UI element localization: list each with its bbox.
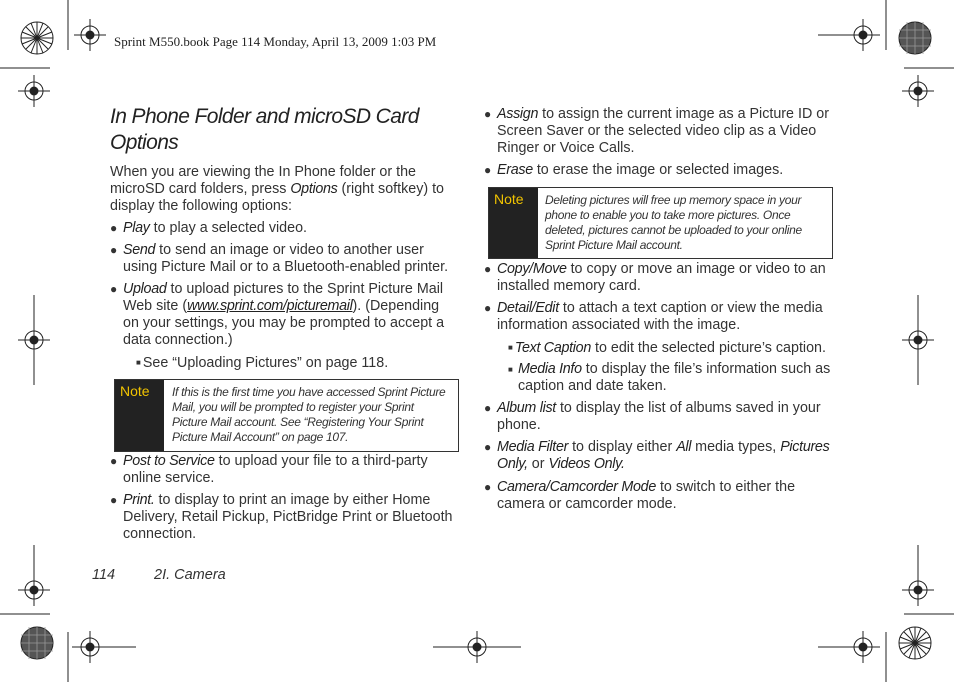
- filter-pictures: Pictures Only,: [497, 439, 830, 472]
- option-desc: to edit the selected picture’s caption.: [591, 340, 826, 356]
- option-desc: to play a selected video.: [149, 220, 307, 236]
- option-desc: to display the file’s information such as caption and date taken.: [518, 361, 831, 394]
- option-desc: to switch to either the camera or camcorder mode.: [497, 479, 796, 512]
- option-desc: to display the list of albums saved in your phone.: [497, 400, 821, 433]
- option-term: Erase: [497, 162, 533, 178]
- note-text: If this is the first time you have accessed Sprint Picture Mail, you will be prompted to register your Sprint Picture Mail account. See “Registering Your Sprint Picture Mail Account” on page 107.: [172, 385, 446, 444]
- page-number: 114: [92, 567, 116, 583]
- option-desc-cont: ). (Depending on your settings, you may be prompted to accept a data connection.): [123, 298, 445, 348]
- option-term: Camera/Camcorder Mode: [497, 479, 656, 495]
- option-desc: to send an image or video to another user using Picture Mail or to a Bluetooth-enabled printer.: [123, 242, 449, 275]
- square-bullet-icon: ■: [508, 365, 513, 374]
- see-text: See “Uploading Pictures” on page 118.: [142, 355, 389, 371]
- note-box: [488, 187, 833, 259]
- option-term: Copy/Move: [497, 261, 567, 277]
- option-desc: to erase the image or selected images.: [532, 162, 784, 178]
- option-desc: to attach a text caption or view the media information associated with the image.: [497, 300, 823, 333]
- option-term: Detail/Edit: [497, 300, 559, 316]
- bullet-icon: ●: [484, 301, 492, 315]
- page-header: Sprint M550.book Page 114 Monday, April 13, 2009 1:03 PM: [114, 34, 437, 49]
- section-name: 2I. Camera: [154, 567, 226, 583]
- option-term: Upload: [123, 281, 167, 297]
- filter-videos: Videos Only.: [548, 456, 625, 472]
- intro-c: (right softkey) to display the following options:: [110, 181, 444, 214]
- bullet-icon: ●: [484, 163, 492, 177]
- note-label: Note: [115, 380, 164, 451]
- option-term: Play: [123, 220, 150, 236]
- filter-all: All: [676, 439, 692, 455]
- bullet-icon: ●: [484, 440, 492, 454]
- bullet-icon: ●: [110, 454, 118, 468]
- option-desc: or: [527, 456, 549, 472]
- note-box: [114, 379, 459, 452]
- option-desc: to display either: [568, 439, 677, 455]
- bullet-icon: ●: [484, 262, 492, 276]
- option-term: Post to Service: [123, 453, 215, 469]
- option-term: Send: [123, 242, 156, 258]
- option-term: Media Filter: [497, 439, 569, 455]
- square-bullet-icon: ■: [136, 358, 141, 367]
- intro-softkey: Options: [290, 181, 338, 197]
- bullet-icon: ●: [110, 493, 118, 507]
- option-term: Print.: [123, 492, 155, 508]
- option-term: Album list: [497, 400, 556, 416]
- sub-item-caption: [508, 339, 838, 357]
- picturemail-link[interactable]: www.sprint.com/picturemail: [187, 298, 353, 314]
- option-desc: to assign the current image as a Picture ID or Screen Saver or the selected video clip as a Video Ringer or Voice Calls.: [497, 106, 829, 156]
- note-text: Deleting pictures will free up memory space in your phone to enable you to take more pictures. Once deleted, pictures cannot be uploaded to your online Sprint Picture Mail account.: [545, 193, 802, 252]
- bullet-icon: ●: [110, 282, 118, 296]
- option-term: Text Caption: [514, 340, 591, 356]
- bullet-icon: ●: [484, 401, 492, 415]
- option-desc: to upload pictures to the Sprint Picture Mail Web site (: [123, 281, 444, 314]
- square-bullet-icon: ■: [508, 343, 513, 352]
- see-reference: [136, 354, 456, 372]
- intro-paragraph: [110, 164, 455, 215]
- option-desc: media types,: [691, 439, 781, 455]
- bullet-icon: ●: [484, 480, 492, 494]
- option-desc: to copy or move an image or video to an installed memory card.: [497, 261, 826, 294]
- option-term: Media Info: [518, 361, 582, 377]
- bullet-icon: ●: [110, 221, 118, 235]
- section-title: In Phone Folder and microSD Card Options: [110, 105, 419, 154]
- option-desc: to display to print an image by either Home Delivery, Retail Pickup, PictBridge Print or Bluetooth connection.: [123, 492, 453, 542]
- bullet-icon: ●: [110, 243, 118, 257]
- bullet-icon: ●: [484, 107, 492, 121]
- option-desc: to upload your file to a third-party online service.: [123, 453, 428, 486]
- intro-a: When you are viewing the In Phone folder or the microSD card folders, press: [110, 164, 416, 197]
- option-term: Assign: [497, 106, 539, 122]
- note-label: Note: [489, 188, 538, 258]
